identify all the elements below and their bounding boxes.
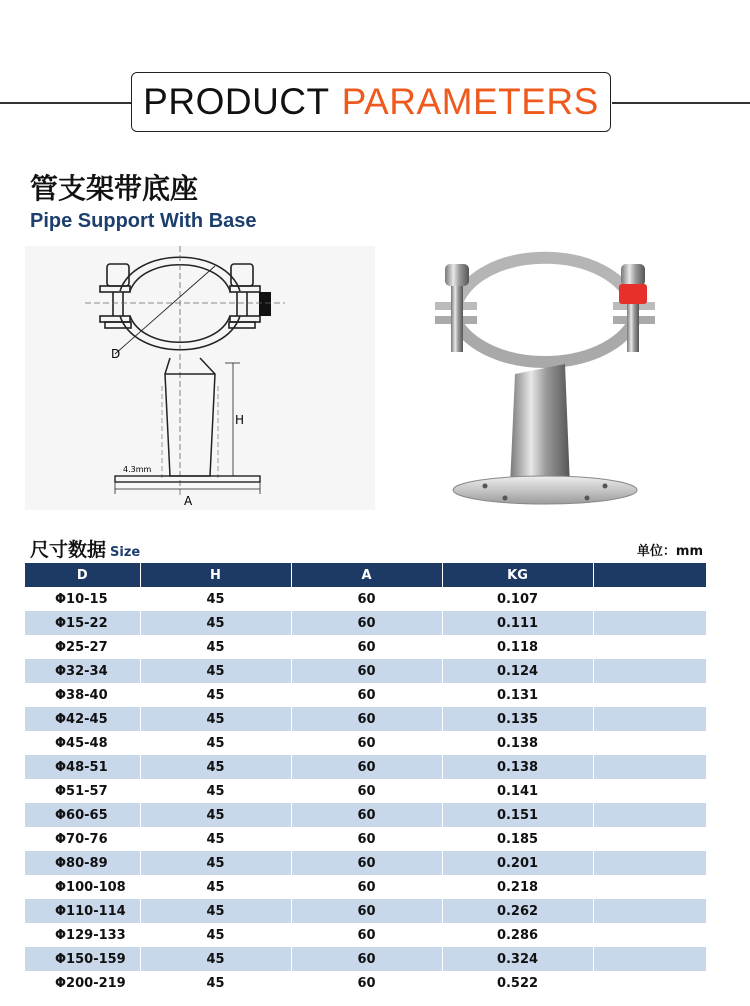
cell-a: 60	[291, 635, 442, 659]
header-rule-left	[0, 102, 132, 104]
cell-a: 60	[291, 803, 442, 827]
col-header-h: H	[140, 563, 291, 587]
cell-kg: 0.185	[442, 827, 593, 851]
cell-a: 60	[291, 587, 442, 611]
cell-kg: 0.201	[442, 851, 593, 875]
cell-h: 45	[140, 947, 291, 971]
table-row	[25, 827, 706, 851]
table-row	[25, 707, 706, 731]
header-word-product: PRODUCT	[143, 81, 330, 122]
cell-blank	[593, 947, 706, 971]
product-images	[25, 246, 725, 510]
cell-d: Φ32-34	[25, 659, 140, 683]
size-table	[25, 563, 707, 995]
table-row	[25, 611, 706, 635]
cell-blank	[593, 875, 706, 899]
cell-h: 45	[140, 779, 291, 803]
cell-d: Φ100-108	[25, 875, 140, 899]
cell-d: Φ15-22	[25, 611, 140, 635]
col-header-a: A	[291, 563, 442, 587]
cell-h: 45	[140, 851, 291, 875]
cell-blank	[593, 779, 706, 803]
size-heading-en: Size	[110, 545, 141, 560]
cell-blank	[593, 803, 706, 827]
cell-h: 45	[140, 683, 291, 707]
drawing-label-thickness: 4.3mm	[123, 465, 152, 474]
table-row	[25, 659, 706, 683]
cell-a: 60	[291, 827, 442, 851]
cell-d: Φ129-133	[25, 923, 140, 947]
cell-a: 60	[291, 875, 442, 899]
cell-d: Φ51-57	[25, 779, 140, 803]
table-row	[25, 635, 706, 659]
cell-kg: 0.151	[442, 803, 593, 827]
col-header-d: D	[25, 563, 140, 587]
cell-kg: 0.107	[442, 587, 593, 611]
technical-drawing	[25, 246, 375, 510]
unit-label: 单位：mm	[636, 544, 703, 559]
cell-kg: 0.262	[442, 899, 593, 923]
cell-a: 60	[291, 755, 442, 779]
table-row	[25, 971, 706, 995]
cell-blank	[593, 707, 706, 731]
cell-d: Φ48-51	[25, 755, 140, 779]
cell-d: Φ70-76	[25, 827, 140, 851]
table-row	[25, 755, 706, 779]
cell-h: 45	[140, 707, 291, 731]
cell-kg: 0.324	[442, 947, 593, 971]
cell-blank	[593, 923, 706, 947]
cell-a: 60	[291, 611, 442, 635]
size-heading	[30, 535, 140, 562]
cell-h: 45	[140, 827, 291, 851]
cell-d: Φ38-40	[25, 683, 140, 707]
cell-h: 45	[140, 971, 291, 995]
cell-a: 60	[291, 923, 442, 947]
cell-d: Φ110-114	[25, 899, 140, 923]
drawing-label-a: A	[184, 494, 193, 508]
cell-blank	[593, 731, 706, 755]
cell-kg: 0.131	[442, 683, 593, 707]
cell-kg: 0.124	[442, 659, 593, 683]
page-header	[131, 72, 611, 132]
cell-blank	[593, 827, 706, 851]
cell-a: 60	[291, 683, 442, 707]
cell-h: 45	[140, 635, 291, 659]
cell-kg: 0.138	[442, 755, 593, 779]
cell-a: 60	[291, 659, 442, 683]
cell-kg: 0.522	[442, 971, 593, 995]
cell-blank	[593, 851, 706, 875]
cell-h: 45	[140, 659, 291, 683]
cell-blank	[593, 635, 706, 659]
cell-d: Φ10-15	[25, 587, 140, 611]
product-title-en: Pipe Support With Base	[30, 210, 257, 232]
header-rule-right	[612, 102, 750, 104]
cell-d: Φ80-89	[25, 851, 140, 875]
table-row	[25, 851, 706, 875]
cell-blank	[593, 587, 706, 611]
cell-a: 60	[291, 779, 442, 803]
table-row	[25, 947, 706, 971]
cell-a: 60	[291, 971, 442, 995]
cell-a: 60	[291, 899, 442, 923]
drawing-label-h: H	[235, 413, 245, 427]
cell-a: 60	[291, 731, 442, 755]
cell-d: Φ200-219	[25, 971, 140, 995]
cell-h: 45	[140, 875, 291, 899]
cell-blank	[593, 683, 706, 707]
col-header-kg: KG	[442, 563, 593, 587]
cell-d: Φ45-48	[25, 731, 140, 755]
header-word-parameters: PARAMETERS	[341, 81, 599, 122]
table-row	[25, 683, 706, 707]
cell-d: Φ150-159	[25, 947, 140, 971]
cell-d: Φ25-27	[25, 635, 140, 659]
drawing-label-d: D	[111, 347, 121, 361]
cell-kg: 0.135	[442, 707, 593, 731]
product-photo	[415, 246, 695, 510]
cell-d: Φ42-45	[25, 707, 140, 731]
table-row	[25, 587, 706, 611]
size-heading-cn: 尺寸数据	[30, 539, 107, 561]
nut-black	[259, 292, 271, 316]
col-header-blank	[593, 563, 706, 587]
cell-h: 45	[140, 923, 291, 947]
cell-h: 45	[140, 587, 291, 611]
cell-blank	[593, 755, 706, 779]
cell-kg: 0.138	[442, 731, 593, 755]
cell-kg: 0.286	[442, 923, 593, 947]
cell-h: 45	[140, 611, 291, 635]
red-nut	[619, 284, 647, 304]
cell-blank	[593, 611, 706, 635]
cell-h: 45	[140, 803, 291, 827]
cell-kg: 0.218	[442, 875, 593, 899]
cell-blank	[593, 659, 706, 683]
cell-h: 45	[140, 755, 291, 779]
table-row	[25, 779, 706, 803]
table-header-row	[25, 563, 706, 587]
table-row	[25, 875, 706, 899]
table-row	[25, 923, 706, 947]
cell-h: 45	[140, 731, 291, 755]
cell-kg: 0.118	[442, 635, 593, 659]
table-row	[25, 899, 706, 923]
product-title-cn: 管支架带底座	[30, 172, 199, 205]
cell-a: 60	[291, 707, 442, 731]
cell-d: Φ60-65	[25, 803, 140, 827]
table-row	[25, 803, 706, 827]
cell-kg: 0.111	[442, 611, 593, 635]
cell-blank	[593, 899, 706, 923]
cell-kg: 0.141	[442, 779, 593, 803]
cell-a: 60	[291, 851, 442, 875]
cell-blank	[593, 971, 706, 995]
table-body	[25, 587, 706, 995]
cell-h: 45	[140, 899, 291, 923]
table-row	[25, 731, 706, 755]
cell-a: 60	[291, 947, 442, 971]
